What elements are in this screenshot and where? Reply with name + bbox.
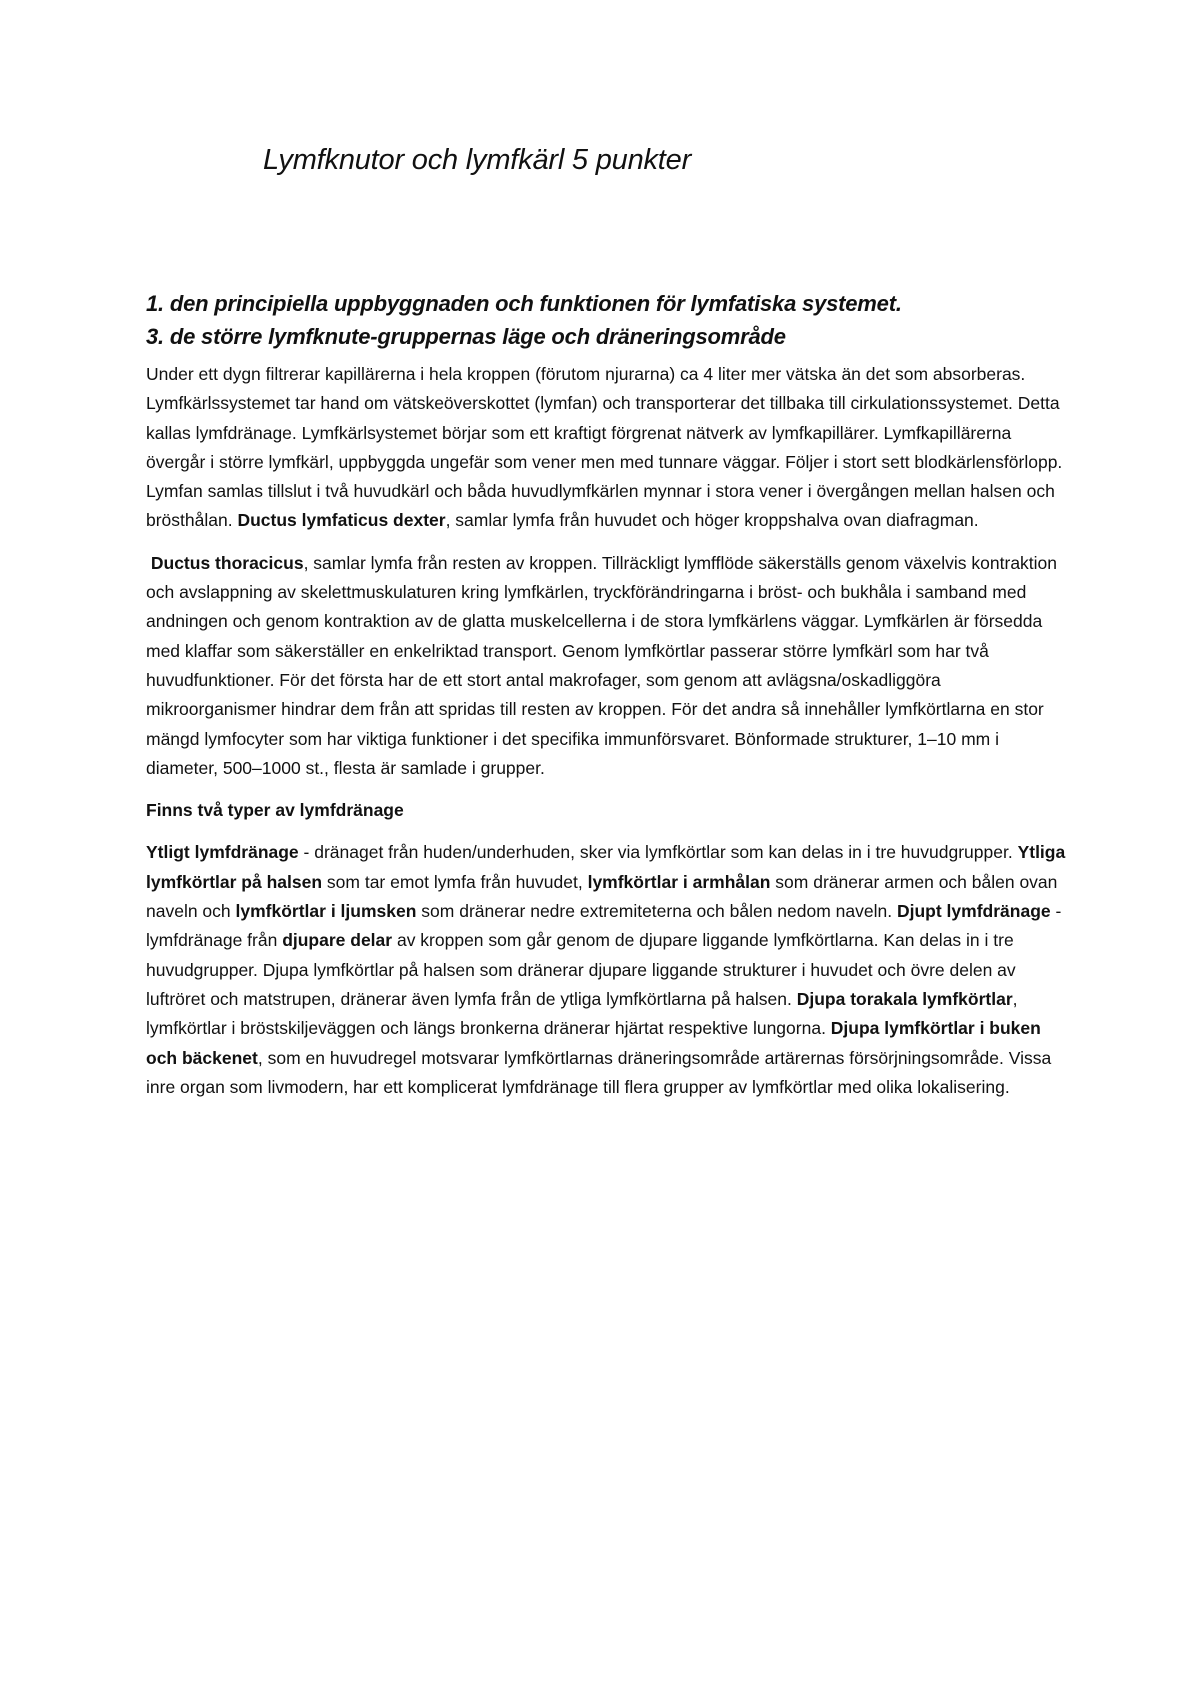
bold-term: Djupa lymfkörtlar i buken och bäckenet xyxy=(146,1018,1041,1068)
paragraph-text: som dränerar armen och bålen ovan naveln och xyxy=(146,871,1058,922)
bold-term: lymfkörtlar i ljumsken xyxy=(235,901,417,922)
paragraph-text: - lymfdränage från xyxy=(146,901,1062,951)
bold-term: Ytliga lymfkörtlar på halsen xyxy=(146,842,1066,892)
paragraph-ductus-thoracicus xyxy=(146,549,1066,783)
bold-term: Ytligt lymfdränage xyxy=(146,842,299,863)
heading-1: 1. den principiella uppbyggnaden och funktionen för lymfatiska systemet. xyxy=(146,291,902,316)
paragraph-text: , som en huvudregel motsvarar lymfkörtlarnas dräneringsområde artärernas försörjningsområde. Vissa inre organ som livmodern, har ett komplicerat lymfdränage till flera grupper av lymfkörtlar med olika lokalisering. xyxy=(146,1047,1052,1097)
bold-term: Djupa torakala lymfkörtlar xyxy=(796,988,1013,1009)
section-headings xyxy=(146,287,1086,353)
bold-term: lymfkörtlar i armhålan xyxy=(587,871,771,892)
paragraph-lymph-system xyxy=(146,360,1066,536)
paragraph-text: som tar emot lymfa från huvudet, xyxy=(322,871,588,892)
paragraph-text: , samlar lymfa från resten av kroppen. Tillräckligt lymfflöde säkerställs genom växelvis kontraktion och avslappning av skelettmuskulaturen kring lymfkärlen, tryckförändringarna i bröst- och bukhåla i samband med andningen och genom kontraktion av de glatta muskelcellerna i de stora lymfkärlens väggar. Lymfkärlen är försedda med klaffar som säkerställer en enkelriktad transport. Genom lymfkörtlar passerar större lymfkärl som har två huvudfunktioner. För det första har de ett stort antal makrofager, som genom att avlägsna/oskadliggöra mikroorganismer hindrar dem från att spridas till resten av kroppen. För det andra så innehåller lymfkörtlarna en stor mängd lymfocyter som har viktiga funktioner i det specifika immunförsvaret. Bönformade strukturer, 1–10 mm i diameter, 500–1000 st., flesta är samlade i grupper. xyxy=(146,552,1058,778)
document-title: Lymfknutor och lymfkärl 5 punkter xyxy=(263,144,692,176)
bold-term: Ductus lymfaticus dexter xyxy=(237,510,446,531)
paragraph-text: Under ett dygn filtrerar kapillärerna i hela kroppen (förutom njurarna) ca 4 liter mer vätska än det som absorberas. Lymfkärlssystemet tar hand om vätskeöverskottet (lymfan) och transporterar det tillbaka till cirkulationssystemet. Detta kallas lymfdränage. Lymfkärlsystemet börjar som ett kraftigt förgrenat nätverk av lymfkapillärer. Lymfkapillärerna övergår i större lymfkärl, uppbyggda ungefär som vener men med tunnare väggar. Följer i stort sett blodkärlensförlopp. Lymfan samlas tillslut i två huvudkärl och båda huvudlymfkärlen mynnar i stora vener i övergången mellan halsen och brösthålan. xyxy=(146,364,1063,531)
paragraph-text: av kroppen som går genom de djupare liggande lymfkörtlarna. Kan delas in i tre huvudgrupper. Djupa lymfkörtlar på halsen som dränerar djupare liggande strukturer i huvudet och övre delen av luftröret och matstrupen, dränerar även lymfa från de ytliga lymfkörtlarna på halsen. xyxy=(146,930,1016,1009)
bold-term: Djupt lymfdränage xyxy=(896,901,1051,922)
bold-term: djupare delar xyxy=(282,930,393,951)
paragraph-text: , samlar lymfa från huvudet och höger kroppshalva ovan diafragman. xyxy=(445,510,979,531)
paragraph-drainage xyxy=(146,838,1066,1102)
paragraph-text: , lymfkörtlar i bröstskiljeväggen och längs bronkerna dränerar hjärtat respektive lungorna. xyxy=(146,988,1018,1039)
paragraph-text: - dränaget från huden/underhuden, sker via lymfkörtlar som kan delas in i tre huvudgrupper. xyxy=(298,842,1018,863)
bold-term: Ductus thoracicus xyxy=(150,552,304,573)
document-body xyxy=(146,360,1066,1102)
subheading-drainage-types: Finns två typer av lymfdränage xyxy=(146,800,404,821)
heading-3: 3. de större lymfknute-gruppernas läge och dräneringsområde xyxy=(146,324,786,349)
paragraph-text: som dränerar nedre extremiteterna och bålen nedom naveln. xyxy=(416,901,897,922)
